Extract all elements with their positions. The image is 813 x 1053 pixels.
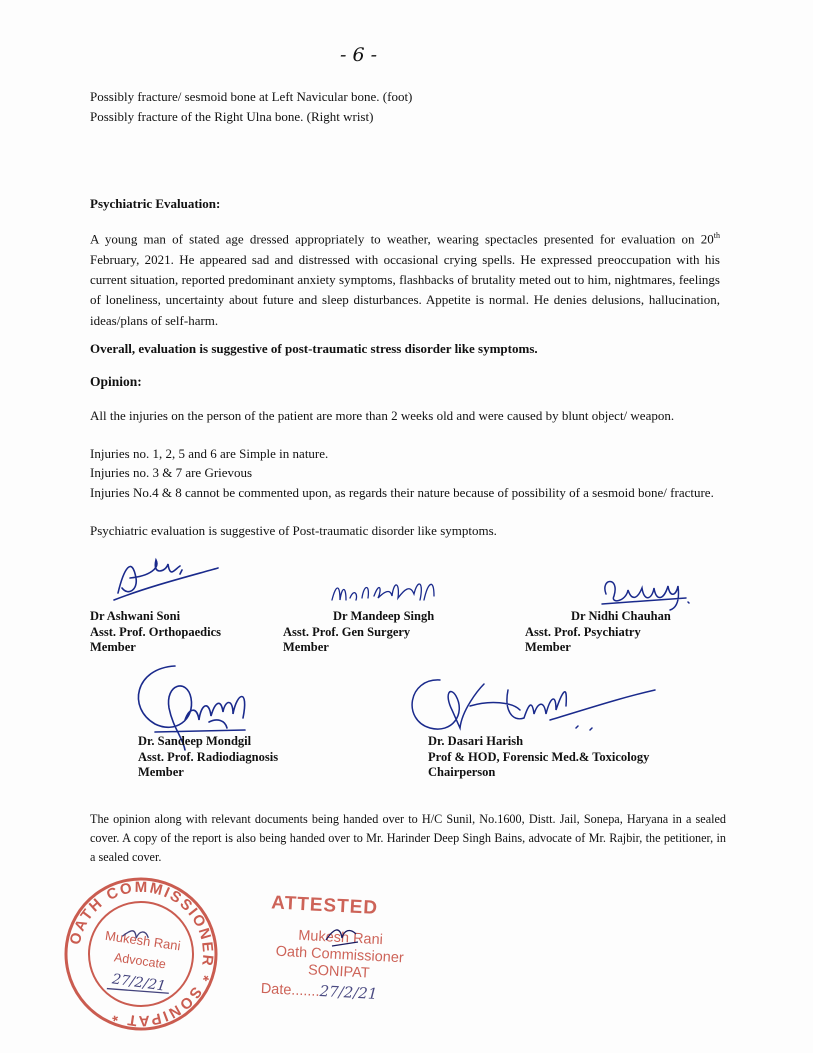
signatory-name: Dr Ashwani Soni xyxy=(90,609,181,623)
oath-commissioner-round-stamp xyxy=(62,875,220,1033)
signatory-title: Asst. Prof. Gen Surgery xyxy=(283,624,411,639)
attested-signature xyxy=(322,920,362,950)
psychiatric-paragraph xyxy=(90,226,720,331)
signatory-title: Prof & HOD, Forensic Med.& Toxicology xyxy=(428,749,650,764)
stamp-name: Mukesh Rani xyxy=(104,927,182,954)
opinion-simple: Injuries no. 1, 2, 5 and 6 are Simple in nature. xyxy=(90,446,329,461)
signatory-nidhi xyxy=(525,609,671,656)
finding-line: Possibly fracture of the Right Ulna bone. (Right wrist) xyxy=(90,109,374,124)
signatory-role: Member xyxy=(138,765,184,779)
signatory-name: Dr Mandeep Singh xyxy=(333,609,435,623)
signatory-mandeep xyxy=(283,609,434,656)
stamp-designation: Advocate xyxy=(113,950,167,972)
signature-mandeep xyxy=(330,570,440,610)
opinion-heading: Opinion: xyxy=(90,374,142,389)
attested-date-label: Date....... xyxy=(260,980,320,1000)
signatory-harish xyxy=(428,734,649,781)
signatory-role: Member xyxy=(525,640,571,654)
signatory-name: Dr. Dasari Harish xyxy=(428,734,524,748)
signatory-role: Member xyxy=(283,640,329,654)
closing-paragraph: The opinion along with relevant documents being handed over to H/C Sunil, No.1600, Distt. Jail, Sonepa, Haryana in a sealed cover. A copy of the report is also being handed over to Mr. Harinder Deep Singh Bains, advocate of Mr. Rajbir, the petitioner, in a sealed cover. xyxy=(90,812,726,864)
signatory-role: Member xyxy=(90,640,136,654)
signatory-title: Asst. Prof. Psychiatry xyxy=(525,624,641,639)
attested-designation: Oath Commissioner xyxy=(275,943,405,967)
page-number: - 6 - xyxy=(340,44,378,66)
opinion-uncertain: Injuries No.4 & 8 cannot be commented upon, as regards their nature because of possibility of a sesmoid bone/ fracture. xyxy=(90,485,714,500)
attested-name: Mukesh Rani xyxy=(297,927,384,949)
finding-line: Possibly fracture/ sesmoid bone at Left Navicular bone. (foot) xyxy=(90,89,413,104)
opinion-psych: Psychiatric evaluation is suggestive of Post-traumatic disorder like symptoms. xyxy=(90,523,497,538)
signatory-name: Dr Nidhi Chauhan xyxy=(571,609,671,623)
signatory-title: Asst. Prof. Radiodiagnosis xyxy=(138,749,279,764)
stamp-date: 27/2/21 xyxy=(111,971,167,995)
attested-date-value: 27/2/21 xyxy=(319,982,378,1004)
date-superscript: th xyxy=(713,231,720,240)
signatory-name: Dr. Sandeep Mondgil xyxy=(138,734,252,748)
attested-label: ATTESTED xyxy=(270,892,379,919)
signatory-sandeep xyxy=(138,734,278,781)
opinion-injuries-age: All the injuries on the person of the patient are more than 2 weeks old and were caused by blunt object/ weapon. xyxy=(90,408,675,423)
psychiatric-text-rest: February, 2021. He appeared sad and distressed with occasional crying spells. He expressed preoccupation with his current situation, reported predominant anxiety symptoms, flashbacks of brutality meted out to him, nightmares, feelings of loneliness, uncertainty about future and sleep disturbances. Appetite is normal. He denies delusions, hallucination, ideas/plans of self-harm. xyxy=(90,251,720,328)
opinion-grievous: Injuries no. 3 & 7 are Grievous xyxy=(90,465,253,480)
stamp-ring-text: OATH COMMISSIONER * SONIPAT * xyxy=(66,878,217,1030)
psychiatric-text-start: A young man of stated age dressed appropriately to weather, wearing spectacles presented for evaluation on 20 xyxy=(90,231,714,247)
signatory-role: Chairperson xyxy=(428,765,496,779)
signatory-soni xyxy=(90,609,221,656)
signature-soni xyxy=(110,548,220,608)
attested-place: SONIPAT xyxy=(307,962,370,982)
signatory-title: Asst. Prof. Orthopaedics xyxy=(90,624,222,639)
signature-nidhi xyxy=(598,572,698,612)
overall-statement: Overall, evaluation is suggestive of post-traumatic stress disorder like symptoms. xyxy=(90,341,538,356)
psychiatric-heading: Psychiatric Evaluation: xyxy=(90,196,221,211)
